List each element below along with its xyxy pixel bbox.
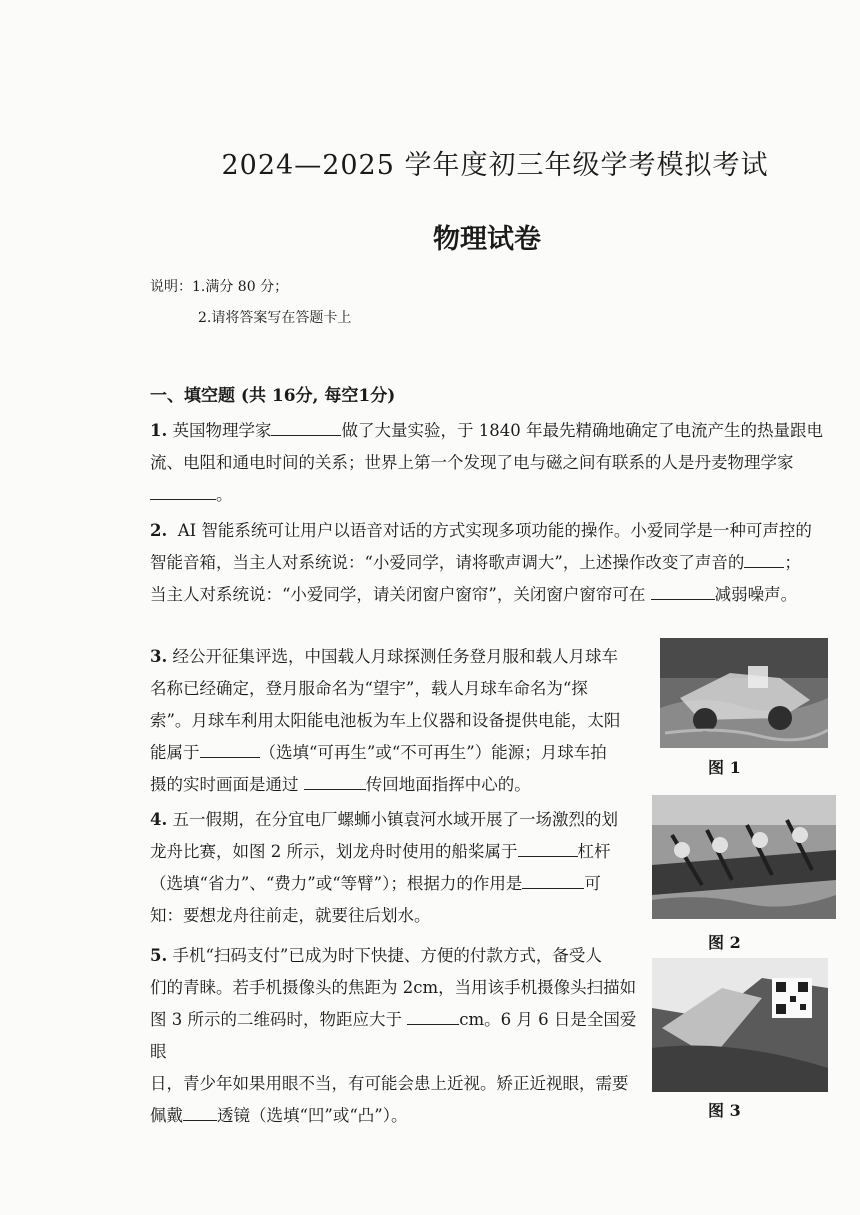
answer-blank: [200, 739, 260, 758]
question-number: 4.: [150, 810, 168, 829]
note-line-1: 说明：1.满分 80 分；: [150, 279, 289, 295]
exam-subtitle: 物理试卷: [433, 224, 541, 255]
answer-blank: [271, 417, 341, 436]
question-4: 4. 五一假期，在分宜电厂螺蛳小镇袁河水域开展了一场激烈的划 龙舟比赛，如图 2 所示，划龙舟时使用的船桨属于 杠杆 （选填“省力”、“费力”或“等臂”）；根据力的作用是 可 知：要想龙舟往前走，就要往后划水。: [150, 810, 618, 925]
answer-blank: [183, 1102, 217, 1121]
question-3: 3. 经公开征集评选，中国载人月球探测任务登月服和载人月球车 名称已经确定，登月服命名为“望宇”，载人月球车命名为“探 索”。月球车利用太阳能电池板为车上仪器和设备提供电能，太阳 能属于 （选填“可再生”或“不可再生”）能源；月球车拍 摄的实时画面是通过 传回地面指挥中心的。: [150, 647, 621, 794]
question-number: 2.: [150, 521, 168, 540]
lunar-rover-photo: [660, 638, 828, 748]
note-line-2: 2.请将答案写在答题卡上: [198, 310, 352, 326]
question-number: 1.: [150, 421, 168, 440]
question-2: 2. AI 智能系统可让用户以语音对话的方式实现多项功能的操作。小爱同学是一种可声控的 智能音箱，当主人对系统说：“小爱同学，请将歌声调大”，上述操作改变了声音的 ； 当主人对系统说：“小爱同学，请关闭窗户窗帘”，关闭窗户窗帘可在 减弱噪声。: [150, 521, 812, 604]
answer-blank: [522, 870, 584, 889]
question-5: 5. 手机“扫码支付”已成为时下快捷、方便的付款方式，备受人 们的青睐。若手机摄像头的焦距为 2cm，当用该手机摄像头扫描如 图 3 所示的二维码时，物距应大于 cm。6 月 6 日是全国爱眼 日，青少年如果用眼不当，有可能会患上近视。矫正近视眼，需要 佩戴 透镜（选填“凹”或“凸”）。: [150, 946, 637, 1125]
exam-title: 2024—2025 学年度初三年级学考模拟考试: [221, 150, 769, 181]
figure-1-image: [660, 638, 828, 748]
answer-blank: [304, 771, 366, 790]
answer-blank: [150, 481, 216, 500]
question-number: 5.: [150, 946, 168, 965]
question-1: 1. 英国物理学家 做了大量实验，于 1840 年最先精确地确定了电流产生的热量跟电 流、电阻和通电时间的关系；世界上第一个发现了电与磁之间有联系的人是丹麦物理学家 。: [150, 415, 830, 511]
answer-blank: [651, 581, 715, 600]
figure-2-image: [652, 795, 836, 919]
answer-blank: [744, 549, 784, 568]
answer-blank: [407, 1006, 459, 1025]
dragon-boat-photo: [652, 795, 836, 919]
figure-3-label: 图 3: [708, 1101, 741, 1120]
question-number: 3.: [150, 647, 168, 666]
figure-2-label: 图 2: [708, 933, 741, 952]
qr-scan-photo: [652, 958, 828, 1092]
figure-1-label: 图 1: [708, 758, 741, 777]
answer-blank: [518, 838, 578, 857]
section-heading: 一、填空题 (共 16分, 每空1分): [150, 386, 396, 406]
figure-3-image: [652, 958, 828, 1092]
